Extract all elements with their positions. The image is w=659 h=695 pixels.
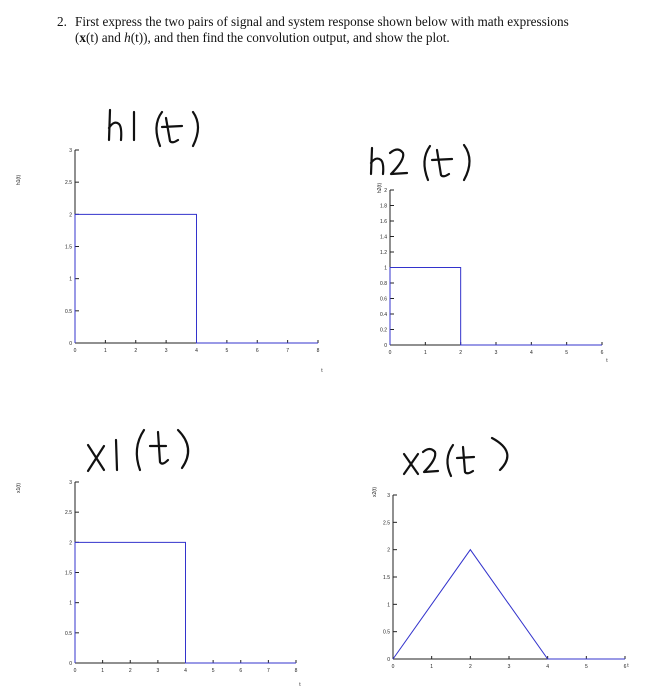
x2-x-tick-label: 0	[391, 664, 395, 670]
x2-y-tick-label: 0.5	[383, 629, 390, 636]
q-part-h: h	[124, 30, 131, 45]
h1-x-tick-label: 4	[195, 348, 198, 354]
x1-y-tick-label: 1	[69, 600, 72, 607]
x2-y-tick-label: 2.5	[383, 520, 390, 527]
x1-x-tick-label: 7	[266, 668, 270, 674]
x1-x-axis-label: t	[299, 682, 301, 688]
h2-y-tick-label: 0.2	[380, 327, 387, 334]
h2-y-tick-label: 0.8	[380, 281, 387, 287]
question-number: 2.	[57, 14, 67, 29]
h1-x-tick-label: 1	[103, 348, 107, 354]
handwritten-h1-label	[109, 110, 198, 146]
h2-x-axis-label: t	[606, 358, 608, 364]
h2-y-tick-label: 0	[384, 343, 387, 349]
x1-y-tick-label: 3	[69, 480, 72, 486]
q-part-4: (t)), and then find the convolution output, and show the plot.	[130, 30, 450, 45]
h2-x-tick-label: 2	[459, 350, 463, 356]
h2-x-tick-label: 4	[529, 350, 533, 356]
x1-x-tick-label: 5	[211, 668, 215, 674]
h2-y-tick-label: 1	[384, 265, 387, 272]
h1-x-tick-label: 2	[134, 348, 138, 354]
x2-series-line	[393, 550, 625, 659]
h2-y-tick-label: 1.8	[380, 203, 387, 210]
x1-series-line	[75, 542, 296, 663]
h1-y-tick-label: 1.5	[65, 244, 72, 251]
x1-x-tick-label: 4	[184, 668, 187, 674]
q-part-2: (t) and	[86, 30, 125, 45]
h1-y-tick-label: 0.5	[65, 308, 72, 315]
x1-x-tick-label: 3	[156, 668, 160, 674]
x1-x-tick-label: 1	[101, 668, 105, 674]
h1-y-tick-label: 1	[69, 276, 72, 283]
x2-x-tick-label: 2	[468, 664, 472, 670]
x2-x-tick-label: 3	[507, 664, 511, 670]
h2-x-tick-label: 5	[565, 350, 569, 356]
x1-x-tick-label: 8	[294, 668, 298, 674]
h2-y-tick-label: 0.6	[380, 296, 387, 303]
h1-x-tick-label: 7	[286, 348, 290, 354]
chart-x2	[372, 487, 629, 670]
h2-y-tick-label: 1.2	[380, 250, 387, 256]
chart-x1	[16, 480, 301, 688]
x2-x-tick-label: 6	[623, 664, 627, 670]
h2-x-tick-label: 0	[388, 350, 392, 356]
x1-y-tick-label: 1.5	[65, 570, 72, 577]
x2-x-axis-label: t	[627, 663, 629, 669]
h1-y-tick-label: 2	[69, 212, 72, 219]
x1-y-tick-label: 2	[69, 540, 72, 547]
h1-y-tick-label: 3	[69, 148, 72, 154]
x2-y-tick-label: 1.5	[383, 575, 390, 581]
chart-h1	[16, 148, 323, 374]
h1-x-tick-label: 3	[164, 348, 168, 354]
h2-x-tick-label: 3	[494, 350, 498, 356]
x1-x-tick-label: 6	[239, 668, 243, 674]
x2-y-tick-label: 0	[387, 657, 390, 663]
x2-y-tick-label: 3	[387, 493, 390, 499]
handwritten-h2-label	[371, 145, 470, 180]
handwritten-x1-label	[88, 430, 188, 471]
x2-y-tick-label: 2	[387, 547, 390, 554]
h2-y-tick-label: 2	[384, 188, 387, 194]
x1-x-tick-label: 0	[73, 668, 77, 674]
h2-x-tick-label: 6	[600, 350, 604, 356]
h1-x-axis-label: t	[321, 368, 323, 374]
x1-y-tick-label: 2.5	[65, 510, 72, 517]
h2-y-tick-label: 1.4	[380, 234, 387, 241]
x1-x-tick-label: 2	[128, 668, 132, 674]
chart-h2	[377, 183, 608, 364]
x2-y-axis-label: x2(t)	[372, 487, 378, 497]
q-part-x: x	[79, 30, 86, 45]
h1-x-tick-label: 0	[73, 348, 77, 354]
h1-x-tick-label: 8	[316, 348, 320, 354]
h2-y-axis-label: h2(t)	[377, 182, 383, 194]
h1-y-tick-label: 2.5	[65, 180, 72, 187]
x1-y-axis-label: x1(t)	[16, 483, 22, 493]
question-line-1: First express the two pairs of signal and system response shown below with math expressions	[75, 14, 569, 29]
h1-series-line	[75, 214, 318, 343]
x2-x-tick-label: 4	[546, 664, 550, 670]
x1-y-tick-label: 0	[69, 661, 72, 667]
h1-x-tick-label: 5	[225, 348, 229, 354]
h1-y-tick-label: 0	[69, 341, 72, 347]
handwritten-x2-label	[404, 438, 507, 476]
h1-x-tick-label: 6	[255, 348, 259, 354]
h2-x-tick-label: 1	[423, 350, 427, 356]
q-part-0: (	[75, 30, 80, 45]
h2-y-tick-label: 0.4	[380, 312, 387, 318]
x1-y-tick-label: 0.5	[65, 630, 72, 637]
h2-y-tick-label: 1.6	[380, 219, 387, 225]
h2-series-line	[390, 268, 602, 346]
x2-x-tick-label: 1	[430, 664, 434, 670]
x2-y-tick-label: 1	[387, 602, 390, 609]
h1-y-axis-label: h1(t)	[16, 174, 22, 186]
x2-x-tick-label: 5	[584, 664, 588, 670]
